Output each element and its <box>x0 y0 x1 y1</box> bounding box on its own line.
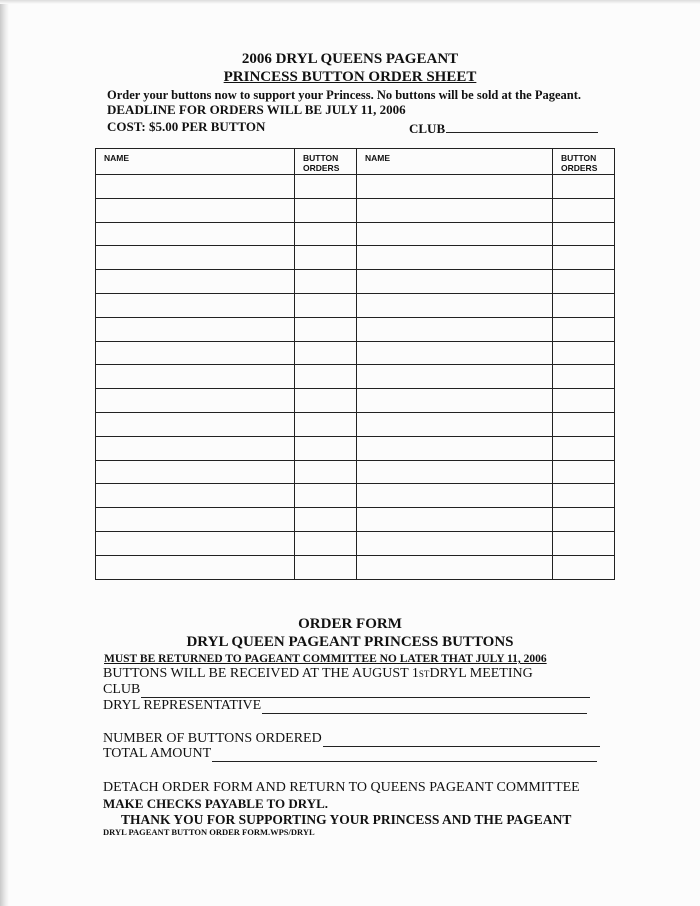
deadline-text: DEADLINE FOR ORDERS WILL BE JULY 11, 2006 <box>107 102 406 117</box>
button-orders-cell[interactable] <box>295 365 357 389</box>
scan-edge-top <box>0 0 700 4</box>
button-orders-cell[interactable] <box>295 436 357 460</box>
representative-label: DRYL REPRESENTATIVE <box>103 698 262 713</box>
name-cell[interactable] <box>96 246 295 270</box>
button-orders-cell[interactable] <box>553 531 615 555</box>
name-cell[interactable] <box>96 555 295 579</box>
name-cell[interactable] <box>357 365 553 389</box>
button-orders-cell[interactable] <box>553 293 615 317</box>
name-cell[interactable] <box>96 341 295 365</box>
button-orders-cell[interactable] <box>295 531 357 555</box>
table-row <box>96 555 615 579</box>
name-cell[interactable] <box>357 175 553 199</box>
name-cell[interactable] <box>96 436 295 460</box>
button-orders-cell[interactable] <box>295 555 357 579</box>
name-cell[interactable] <box>357 293 553 317</box>
name-cell[interactable] <box>357 555 553 579</box>
name-cell[interactable] <box>96 484 295 508</box>
table-row <box>96 175 615 199</box>
table-row <box>96 508 615 532</box>
name-cell[interactable] <box>357 341 553 365</box>
representative-blank[interactable] <box>262 701 587 714</box>
button-orders-cell[interactable] <box>295 341 357 365</box>
button-orders-cell[interactable] <box>295 246 357 270</box>
total-amount-label: TOTAL AMOUNT <box>103 746 212 761</box>
name-cell[interactable] <box>357 317 553 341</box>
button-orders-cell[interactable] <box>553 436 615 460</box>
footer-file-ref: DRYL PAGEANT BUTTON ORDER FORM.WPS/DRYL <box>103 827 315 837</box>
button-orders-cell[interactable] <box>295 412 357 436</box>
page-subtitle: PRINCESS BUTTON ORDER SHEET <box>223 69 477 85</box>
table-row <box>96 270 615 294</box>
name-cell[interactable] <box>96 508 295 532</box>
button-orders-cell[interactable] <box>295 175 357 199</box>
button-orders-cell[interactable] <box>295 270 357 294</box>
club-field[interactable] <box>409 120 598 136</box>
checks-payable-text: MAKE CHECKS PAYABLE TO DRYL. <box>103 796 329 811</box>
name-cell[interactable] <box>357 460 553 484</box>
button-orders-cell[interactable] <box>553 222 615 246</box>
table-row <box>96 293 615 317</box>
name-cell[interactable] <box>357 508 553 532</box>
table-row <box>96 317 615 341</box>
button-orders-cell[interactable] <box>553 460 615 484</box>
column-header-button-orders: BUTTON ORDERS <box>553 149 615 175</box>
club-label: CLUB <box>409 121 446 136</box>
name-cell[interactable] <box>357 412 553 436</box>
name-cell[interactable] <box>96 460 295 484</box>
intro-text: Order your buttons now to support your Princess. No buttons will be sold at the Pageant. <box>107 88 581 102</box>
button-orders-cell[interactable] <box>295 293 357 317</box>
cost-text: COST: $5.00 PER BUTTON <box>107 119 266 134</box>
name-cell[interactable] <box>357 246 553 270</box>
table-row <box>96 531 615 555</box>
table-row <box>96 365 615 389</box>
name-cell[interactable] <box>96 175 295 199</box>
button-orders-cell[interactable] <box>553 246 615 270</box>
name-cell[interactable] <box>96 293 295 317</box>
buttons-ordered-label: NUMBER OF BUTTONS ORDERED <box>103 731 322 746</box>
button-orders-cell[interactable] <box>553 270 615 294</box>
button-orders-cell[interactable] <box>553 389 615 413</box>
table-row <box>96 198 615 222</box>
button-orders-cell[interactable] <box>295 460 357 484</box>
button-orders-cell[interactable] <box>295 389 357 413</box>
button-orders-cell[interactable] <box>295 508 357 532</box>
button-orders-cell[interactable] <box>295 222 357 246</box>
name-cell[interactable] <box>357 270 553 294</box>
table-row <box>96 341 615 365</box>
name-cell[interactable] <box>96 389 295 413</box>
button-orders-cell[interactable] <box>553 365 615 389</box>
name-cell[interactable] <box>357 531 553 555</box>
table-header-row <box>96 149 615 175</box>
button-orders-cell[interactable] <box>553 484 615 508</box>
table-row <box>96 460 615 484</box>
button-orders-cell[interactable] <box>553 555 615 579</box>
column-header-button-orders: BUTTON ORDERS <box>295 149 357 175</box>
button-orders-cell[interactable] <box>295 198 357 222</box>
detach-instructions: DETACH ORDER FORM AND RETURN TO QUEENS PAGEANT COMMITTEE <box>103 780 580 795</box>
button-orders-cell[interactable] <box>295 317 357 341</box>
table-row <box>96 436 615 460</box>
name-cell[interactable] <box>96 198 295 222</box>
form-club-blank[interactable] <box>141 685 590 698</box>
table-row <box>96 389 615 413</box>
club-blank[interactable] <box>446 120 598 133</box>
scan-edge <box>0 0 9 906</box>
column-header-name: NAME <box>96 149 295 175</box>
order-form-title: ORDER FORM <box>298 616 402 632</box>
name-cell[interactable] <box>357 484 553 508</box>
name-cell[interactable] <box>96 270 295 294</box>
order-form-subtitle: DRYL QUEEN PAGEANT PRINCESS BUTTONS <box>186 634 514 650</box>
column-header-name: NAME <box>357 149 553 175</box>
table-row <box>96 412 615 436</box>
total-amount-blank[interactable] <box>212 749 597 762</box>
name-cell[interactable] <box>96 317 295 341</box>
form-club-label: CLUB <box>103 682 141 697</box>
name-cell[interactable] <box>357 222 553 246</box>
form-club-field[interactable] <box>103 682 590 698</box>
name-cell[interactable] <box>96 222 295 246</box>
name-cell[interactable] <box>357 436 553 460</box>
button-orders-cell[interactable] <box>553 198 615 222</box>
return-notice: MUST BE RETURNED TO PAGEANT COMMITTEE NO LATER THAT JULY 11, 2006 <box>104 653 547 665</box>
button-orders-cell[interactable] <box>553 317 615 341</box>
name-cell[interactable] <box>357 389 553 413</box>
received-notice: BUTTONS WILL BE RECEIVED AT THE AUGUST 1 ST DRYL MEETING <box>103 666 533 681</box>
table-row <box>96 484 615 508</box>
button-orders-cell[interactable] <box>553 412 615 436</box>
name-cell[interactable] <box>96 412 295 436</box>
name-cell[interactable] <box>96 531 295 555</box>
total-amount-field[interactable] <box>103 746 597 762</box>
button-orders-cell[interactable] <box>553 175 615 199</box>
table-row <box>96 222 615 246</box>
table-row <box>96 246 615 270</box>
button-orders-cell[interactable] <box>295 484 357 508</box>
button-order-table <box>95 148 615 580</box>
page-title: 2006 DRYL QUEENS PAGEANT <box>241 51 459 67</box>
representative-field[interactable] <box>103 698 587 714</box>
name-cell[interactable] <box>357 198 553 222</box>
name-cell[interactable] <box>96 365 295 389</box>
button-orders-cell[interactable] <box>553 508 615 532</box>
buttons-ordered-field[interactable] <box>103 731 600 747</box>
thank-you-text: THANK YOU FOR SUPPORTING YOUR PRINCESS AND THE PAGEANT <box>121 812 572 827</box>
button-orders-cell[interactable] <box>553 341 615 365</box>
